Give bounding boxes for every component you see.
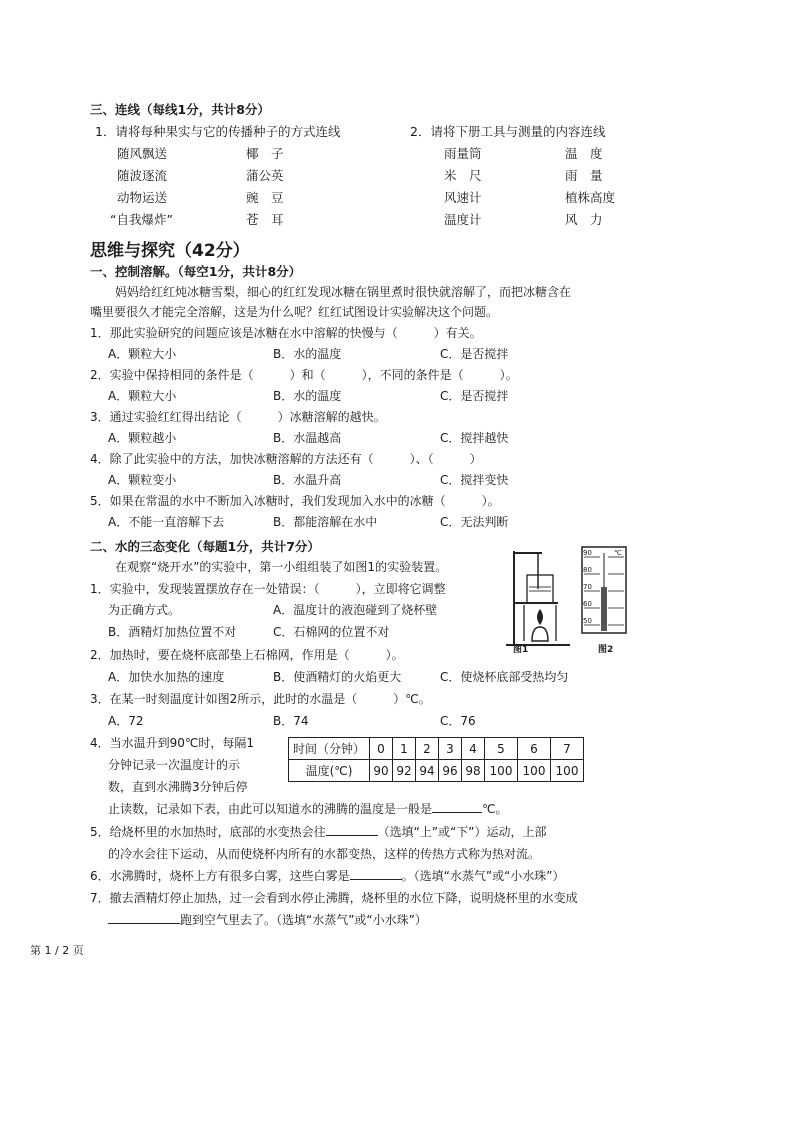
part2-question-5-line2: 的冷水会往下运动，从而使烧杯内所有的水都变热，这样的传热方式称为热对流。 xyxy=(108,847,541,861)
part1-q1-option-b: B．水的温度 xyxy=(273,347,342,361)
part1-intro-line2: 嘴里要很久才能完全溶解，这是为什么呢？红红试图设计实验解决这个问题。 xyxy=(90,305,499,319)
part2-q3-option-b: B．74 xyxy=(273,714,309,728)
part1-q4-option-a: A．颗粒变小 xyxy=(108,473,177,487)
part2-question-3: 3．在某一时刻温度计如图2所示，此时的水温是（ ）℃。 xyxy=(90,692,431,706)
part2-title: 二、水的三态变化（每题1分，共计7分） xyxy=(90,539,320,554)
part2-question-4-line3: 数，直到水沸腾3分钟后停 xyxy=(108,780,248,794)
table-header-cell: 1 xyxy=(393,738,416,760)
part1-q3-option-a: A．颗粒越小 xyxy=(108,431,177,445)
q4-answer-blank[interactable] xyxy=(432,812,482,813)
thermo-scale-80: 80 xyxy=(583,566,592,574)
part1-q3-option-c: C．搅拌越快 xyxy=(440,431,509,445)
q7-answer-blank[interactable] xyxy=(108,923,180,924)
table-cell: 100 xyxy=(518,760,551,782)
match-right-b-1: 温 度 xyxy=(565,146,603,161)
thermo-scale-60: 60 xyxy=(583,600,592,608)
q6-text-post: 。（选填“水蒸气”或“小水珠”） xyxy=(401,869,565,883)
match-left-b-2: 蒲公英 xyxy=(246,168,284,183)
table-cell: 100 xyxy=(551,760,584,782)
figure-1-apparatus xyxy=(500,545,572,655)
part1-q2-option-b: B．水的温度 xyxy=(273,389,342,403)
part1-q1-option-a: A．颗粒大小 xyxy=(108,347,177,361)
table-header-cell: 5 xyxy=(485,738,518,760)
match-right-a-1: 雨量筒 xyxy=(444,146,482,161)
part2-q2-option-b: B．使酒精灯的火焰更大 xyxy=(273,670,402,684)
part2-q3-option-a: A．72 xyxy=(108,714,144,728)
q5-text-post: （选填“上”或“下”）运动，上部 xyxy=(377,825,547,839)
q4-text-pre: 止读数，记录如下表，由此可以知道水的沸腾的温度是一般是 xyxy=(108,802,433,816)
table-cell: 92 xyxy=(393,760,416,782)
part2-q1-option-a: A．温度计的液泡碰到了烧杯壁 xyxy=(273,603,438,617)
table-row-time xyxy=(289,738,584,760)
part2-q1-option-c: C．石棉网的位置不对 xyxy=(273,625,390,639)
part1-question-3: 3．通过实验红红得出结论（ ）冰糖溶解的越快。 xyxy=(90,410,386,424)
part2-q3-option-c: C．76 xyxy=(440,714,476,728)
table-header-cell: 4 xyxy=(462,738,485,760)
part2-question-6 xyxy=(90,867,565,884)
table-cell: 98 xyxy=(462,760,485,782)
q6-answer-blank[interactable] xyxy=(350,879,402,880)
match-left-b-1: 椰 子 xyxy=(246,146,284,161)
temperature-table xyxy=(288,737,584,782)
table-header-cell: 时间（分钟） xyxy=(289,738,370,760)
part1-q2-option-c: C．是否搅拌 xyxy=(440,389,509,403)
q5-text-pre: 5．给烧杯里的水加热时，底部的水变热会往 xyxy=(90,825,326,839)
part1-q4-option-c: C．搅拌变快 xyxy=(440,473,509,487)
match-left-b-3: 豌 豆 xyxy=(246,190,284,205)
part2-q1-option-b: B．酒精灯加热位置不对 xyxy=(108,625,237,639)
table-header-cell: 6 xyxy=(518,738,551,760)
part1-title: 一、控制溶解。（每空1分，共计8分） xyxy=(90,264,302,279)
match-left-a-1: 随风飘送 xyxy=(117,146,168,161)
match-left-b-4: 苍 耳 xyxy=(246,212,284,227)
table-header-cell: 3 xyxy=(439,738,462,760)
part2-question-2: 2．加热时，要在烧杯底部垫上石棉网，作用是（ ）。 xyxy=(90,648,404,662)
match-left-a-3: 动物运送 xyxy=(117,190,168,205)
part2-question-4-line4 xyxy=(108,800,508,817)
q5-answer-blank[interactable] xyxy=(326,835,378,836)
figure-1-label: 图1 xyxy=(513,645,529,655)
table-cell: 100 xyxy=(485,760,518,782)
part1-q5-option-a: A．不能一直溶解下去 xyxy=(108,515,225,529)
table-header-cell: 7 xyxy=(551,738,584,760)
part1-question-4: 4．除了此实验中的方法，加快冰糖溶解的方法还有（ ）、（ ） xyxy=(90,452,482,466)
part1-q4-option-b: B．水温升高 xyxy=(273,473,342,487)
thermo-scale-50: 50 xyxy=(583,617,592,625)
table-cell: 96 xyxy=(439,760,462,782)
thermo-scale-70: 70 xyxy=(583,583,592,591)
part2-question-1: 1．实验中，发现装置摆放存在一处错误：（ ），立即将它调整 xyxy=(90,582,446,596)
match-right-b-3: 植株高度 xyxy=(565,190,616,205)
table-cell: 温度(℃) xyxy=(289,760,370,782)
match-right-a-4: 温度计 xyxy=(444,212,482,227)
part2-question-1-cont: 为正确方式。 xyxy=(108,603,181,617)
part1-question-1: 1．那此实验研究的问题应该是冰糖在水中溶解的快慢与（ ）有关。 xyxy=(90,326,482,340)
match-right-a-2: 米 尺 xyxy=(444,168,482,183)
q4-text-post: ℃。 xyxy=(482,802,508,816)
table-header-cell: 2 xyxy=(416,738,439,760)
part1-intro-line1: 妈妈给红红炖冰糖雪梨，细心的红红发现冰糖在锅里煮时很快就溶解了，而把冰糖含在 xyxy=(115,285,572,299)
part2-question-7-line2 xyxy=(108,911,427,928)
table-cell: 94 xyxy=(416,760,439,782)
thermo-unit: ℃ xyxy=(614,549,622,557)
table-cell: 90 xyxy=(370,760,393,782)
match-right-b-2: 雨 量 xyxy=(565,168,603,183)
part2-intro: 在观察“烧开水”的实验中，第一小组组装了如图1的实验装置。 xyxy=(115,560,448,574)
matching-question-1: 1．请将每种果实与它的传播种子的方式连线 xyxy=(95,124,341,139)
section-title-matching: 三、连线（每线1分，共计8分） xyxy=(90,102,270,117)
table-row-temperature xyxy=(289,760,584,782)
table-header-cell: 0 xyxy=(370,738,393,760)
part1-q2-option-a: A．颗粒大小 xyxy=(108,389,177,403)
part2-question-4-line1: 4．当水温升到90℃时，每隔1 xyxy=(90,736,255,750)
q6-text-pre: 6．水沸腾时，烧杯上方有很多白雾，这些白雾是 xyxy=(90,869,350,883)
match-right-b-4: 风 力 xyxy=(565,212,603,227)
part2-question-7-line1: 7．撤去酒精灯停止加热，过一会看到水停止沸腾，烧杯里的水位下降，说明烧杯里的水变成 xyxy=(90,891,578,905)
part1-q1-option-c: C．是否搅拌 xyxy=(440,347,509,361)
part2-q2-option-a: A．加快水加热的速度 xyxy=(108,670,225,684)
part1-question-2: 2．实验中保持相同的条件是（ ）和（ ），不同的条件是（ ）。 xyxy=(90,368,518,382)
part2-question-5-line1 xyxy=(90,823,547,840)
section-title-thinking: 思维与探究（42分） xyxy=(90,241,250,261)
match-right-a-3: 风速计 xyxy=(444,190,482,205)
match-left-a-4: “自我爆炸” xyxy=(110,212,173,227)
part1-q5-option-b: B．都能溶解在水中 xyxy=(273,515,378,529)
part1-question-5: 5．如果在常温的水中不断加入冰糖时，我们发现加入水中的冰糖（ ）。 xyxy=(90,494,500,508)
thermo-scale-90: 90 xyxy=(583,549,592,557)
q7-text-post: 跑到空气里去了。（选填“水蒸气”或“小水珠”） xyxy=(180,913,427,927)
figure-2-label: 图2 xyxy=(598,645,614,655)
part2-question-4-line2: 分钟记录一次温度计的示 xyxy=(108,758,241,772)
part1-q5-option-c: C．无法判断 xyxy=(440,515,509,529)
matching-question-2: 2．请将下册工具与测量的内容连线 xyxy=(410,124,606,139)
page-number: 第 1 / 2 页 xyxy=(30,944,84,957)
part2-q2-option-c: C．使烧杯底部受热均匀 xyxy=(440,670,569,684)
match-left-a-2: 随波逐流 xyxy=(117,168,168,183)
part1-q3-option-b: B．水温越高 xyxy=(273,431,342,445)
